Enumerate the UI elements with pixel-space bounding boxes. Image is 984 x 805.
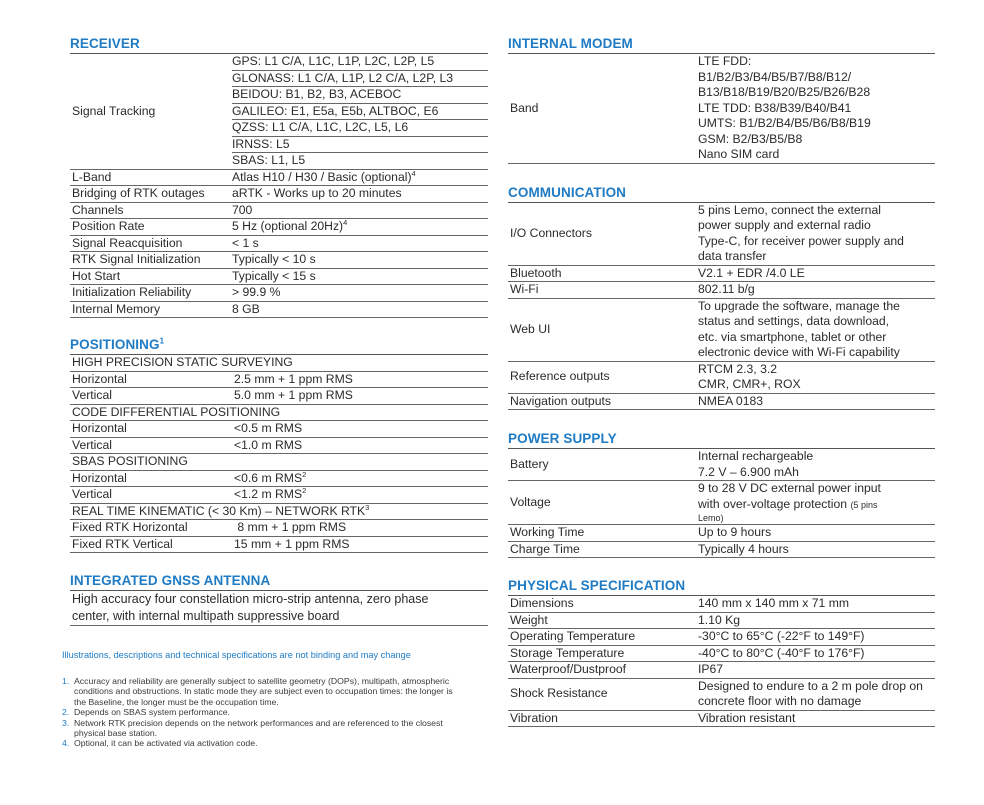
receiver-row [70,252,488,269]
positioning-group-heading [70,404,488,421]
voltage-line-1: 9 to 28 V DC external power input [698,481,881,495]
value-text: Typically < 15 s [232,268,316,283]
receiver-row-value [232,219,488,236]
positioning-title-sup: 1 [159,336,165,346]
communication-row-label: Bluetooth [508,265,698,282]
value-text: <0.6 m RMS [234,470,303,485]
value-text: aRTK - Works up to 20 minutes [232,186,402,200]
value-text: 15 mm + 1 ppm RMS [234,536,350,551]
communication-row [508,282,935,299]
receiver-row-value [232,268,488,285]
physical-value-line: concrete floor with no damage [698,694,862,708]
physical-row-label: Vibration [508,710,698,727]
positioning-row-value [234,487,488,504]
battery-line-1: Internal rechargeable [698,449,814,463]
positioning-row [70,371,488,388]
positioning-row-value [234,371,488,388]
value-text: Atlas H10 / H30 / Basic (optional) [232,169,412,184]
antenna-description: High accuracy four constellation micro-strip antenna, zero phase center, with internal multipath suppressive board [70,591,488,626]
communication-value-line: RTCM 2.3, 3.2 [698,361,778,376]
power-table [508,449,935,558]
footnote-text: Network RTK precision depends on the network performances and are referenced to the closest physical base station. [74,717,443,739]
signal-tracking-value: GALILEO: E1, E5a, E5b, ALTBOC, E6 [232,103,488,120]
band-line: UMTS: B1/B2/B4/B5/B6/B8/B19 [698,116,871,130]
receiver-row-label: Channels [70,202,232,219]
disclaimer: Illustrations, descriptions and technical specifications are not binding and may change [62,650,411,660]
physical-row [508,629,935,646]
positioning-row-label: Vertical [70,388,234,405]
signal-tracking-value: GLONASS: L1 C/A, L1P, L2 C/A, L2P, L3 [232,70,488,87]
communication-value-line: CMR, CMR+, ROX [698,377,801,391]
battery-label: Battery [508,449,698,481]
receiver-row [70,186,488,203]
receiver-row [70,301,488,318]
communication-value-line: status and settings, data download, [698,314,890,328]
positioning-row [70,421,488,438]
communication-row-value [698,393,935,410]
physical-row-label: Waterproof/Dustproof [508,662,698,679]
communication-row-value [698,203,935,266]
modem-title: INTERNAL MODEM [508,36,935,54]
voltage-line-2-text: with over-voltage protection [698,496,848,511]
receiver-row-label: Hot Start [70,268,232,285]
footnotes [62,676,462,749]
footnote-text: Optional, it can be activated via activation code. [74,738,258,749]
physical-row-value [698,662,935,679]
positioning-row [70,487,488,504]
communication-row-label: I/O Connectors [508,203,698,266]
positioning-heading-cell [70,404,488,421]
positioning-row-label: Vertical [70,437,234,454]
value-text: <1.0 m RMS [234,437,303,452]
footnote-ref: 4 [343,217,348,227]
receiver-row-label: L-Band [70,169,232,186]
footnote-number: 4. [62,738,70,749]
positioning-row [70,437,488,454]
signal-tracking-row [70,54,488,70]
positioning-heading-cell [70,503,488,520]
footnote-item [62,718,462,739]
physical-row [508,612,935,629]
communication-row-value [698,298,935,361]
signal-tracking-value: GPS: L1 C/A, L1C, L1P, L2C, L2P, L5 [232,54,488,70]
receiver-row [70,268,488,285]
value-text: 700 [232,202,253,217]
communication-row-value [698,265,935,282]
band-line: LTE TDD: B38/B39/B40/B41 [698,100,852,115]
communication-value-line: NMEA 0183 [698,393,764,408]
charge-time-label: Charge Time [508,541,698,558]
physical-row [508,710,935,727]
communication-table [508,203,935,411]
footnote-number: 1. [62,676,70,686]
physical-value-line: -40°C to 80°C (-40°F to 176°F) [698,645,865,660]
band-line: Nano SIM card [698,147,780,161]
physical-row-value [698,710,935,727]
communication-row [508,393,935,410]
physical-row-label: Dimensions [508,596,698,612]
signal-tracking-value: IRNSS: L5 [232,136,488,153]
communication-row [508,203,935,266]
power-charge-time-row [508,541,935,558]
value-text: REAL TIME KINEMATIC (< 30 Km) – NETWORK RTK [72,503,366,518]
physical-row-value [698,596,935,612]
power-voltage-row [508,481,935,525]
communication-row-label: Reference outputs [508,361,698,393]
receiver-row-value [232,285,488,302]
value-text: CODE DIFFERENTIAL POSITIONING [72,404,281,419]
power-battery-row [508,449,935,481]
value-text: HIGH PRECISION STATIC SURVEYING [72,355,293,369]
communication-value-line: data transfer [698,249,767,263]
physical-row-label: Weight [508,612,698,629]
communication-value-line: electronic device with Wi-Fi capability [698,345,900,359]
positioning-row-label: Fixed RTK Horizontal [70,520,234,537]
physical-row [508,678,935,710]
modem-band-label: Band [508,54,698,163]
positioning-row [70,520,488,537]
voltage-line-2 [698,497,935,514]
positioning-group-heading [70,503,488,520]
receiver-row-label: Position Rate [70,219,232,236]
physical-row-label: Operating Temperature [508,629,698,646]
modem-band-value [698,54,935,163]
receiver-table [70,54,488,318]
signal-tracking-value: QZSS: L1 C/A, L1C, L2C, L5, L6 [232,120,488,137]
positioning-title-text: POSITIONING [70,337,160,352]
physical-row-value [698,678,935,710]
band-line: GSM: B2/B3/B5/B8 [698,131,803,146]
physical-row-value [698,629,935,646]
band-line: LTE FDD: [698,54,752,68]
footnote-item [62,738,462,748]
physical-table [508,596,935,727]
communication-row-value [698,282,935,299]
communication-row [508,361,935,393]
positioning-heading-cell [70,355,488,371]
physical-row [508,645,935,662]
communication-row-label: Web UI [508,298,698,361]
value-text: 8 GB [232,301,260,316]
positioning-heading-cell [70,454,488,471]
band-line: B13/B18/B19/B20/B25/B26/B28 [698,85,871,99]
receiver-row-label: Internal Memory [70,301,232,318]
communication-row [508,265,935,282]
receiver-row-label: RTK Signal Initialization [70,252,232,269]
footnote-ref: 2 [302,485,307,495]
physical-row-value [698,645,935,662]
value-text: Typically < 10 s [232,252,316,266]
receiver-row-label: Initialization Reliability [70,285,232,302]
power-title: POWER SUPPLY [508,431,935,449]
value-text: 5 Hz (optional 20Hz) [232,219,344,233]
value-text: <1.2 m RMS [234,487,303,501]
voltage-note-2: Lemo) [698,513,724,523]
positioning-row-label: Horizontal [70,421,234,438]
signal-tracking-label: Signal Tracking [70,54,232,169]
physical-value-line: IP67 [698,662,724,676]
battery-line-2: 7.2 V – 6.900 mAh [698,464,799,479]
communication-row [508,298,935,361]
receiver-row-value [232,235,488,252]
right-column [508,36,935,727]
positioning-row [70,470,488,487]
positioning-row-value [234,437,488,454]
communication-value-line: etc. via smartphone, tablet or other [698,329,887,344]
voltage-value [698,481,935,525]
receiver-row [70,169,488,186]
footnote-text: Accuracy and reliability are generally subject to satellite geometry (DOPs), multipath, atmospheric conditions and obstructions. In static mode they are subject even to occupation times: the longer is the Baseline, the longer must be the occupation time. [74,676,453,707]
value-text: < 1 s [232,235,259,250]
physical-value-line: 140 mm x 140 mm x 71 mm [698,596,850,610]
receiver-row [70,285,488,302]
footnote-number: 3. [62,717,70,728]
physical-row [508,662,935,679]
modem-band-row [508,54,935,163]
antenna-title: INTEGRATED GNSS ANTENNA [70,573,488,591]
voltage-note: (5 pins [850,499,878,510]
receiver-row-label: Bridging of RTK outages [70,186,232,203]
value-text: > 99.9 % [232,285,281,299]
receiver-row-value [232,301,488,318]
communication-value-line: 5 pins Lemo, connect the external [698,202,881,217]
positioning-title [70,337,488,355]
battery-value [698,449,935,481]
footnote-ref: 2 [302,469,307,479]
positioning-table [70,355,488,553]
receiver-row-value [232,252,488,269]
communication-value-line: Type-C, for receiver power supply and [698,233,904,248]
positioning-group-heading [70,454,488,471]
physical-value-line: 1.10 Kg [698,612,741,627]
value-text: SBAS POSITIONING [72,454,188,468]
signal-tracking-value: BEIDOU: B1, B2, B3, ACEBOC [232,87,488,104]
positioning-group-heading [70,355,488,371]
communication-title: COMMUNICATION [508,185,935,203]
communication-value-line: To upgrade the software, manage the [698,298,900,313]
positioning-row-value [234,388,488,405]
physical-title: PHYSICAL SPECIFICATION [508,578,935,596]
footnote-item [62,707,462,717]
communication-row-label: Navigation outputs [508,393,698,410]
value-text: 5.0 mm + 1 ppm RMS [234,388,353,402]
receiver-row-value [232,186,488,203]
positioning-row [70,388,488,405]
positioning-row-label: Horizontal [70,371,234,388]
communication-value-line: V2.1 + EDR /4.0 LE [698,265,805,280]
receiver-row-value [232,202,488,219]
band-line: B1/B2/B3/B4/B5/B7/B8/B12/ [698,69,852,84]
physical-row-label: Storage Temperature [508,645,698,662]
positioning-row-value [234,520,488,537]
positioning-row-value [234,536,488,553]
signal-tracking-value: SBAS: L1, L5 [232,153,488,170]
physical-value-line: Vibration resistant [698,710,796,725]
receiver-row-value [232,169,488,186]
physical-row [508,596,935,612]
footnote-ref: 4 [411,168,416,178]
receiver-title: RECEIVER [70,36,488,54]
communication-value-line: power supply and external radio [698,218,871,232]
charge-time-value: Typically 4 hours [698,541,935,558]
modem-table [508,54,935,164]
physical-row-label: Shock Resistance [508,678,698,710]
value-text: 8 mm + 1 ppm RMS [234,520,347,534]
positioning-row-label: Vertical [70,487,234,504]
footnote-text: Depends on SBAS system performance. [74,707,230,718]
communication-value-line: 802.11 b/g [698,282,755,296]
positioning-row-label: Horizontal [70,470,234,487]
communication-row-label: Wi-Fi [508,282,698,299]
positioning-row-label: Fixed RTK Vertical [70,536,234,553]
physical-value-line: -30°C to 65°C (-22°F to 149°F) [698,629,865,643]
footnote-item [62,676,462,707]
working-time-label: Working Time [508,525,698,542]
physical-row-value [698,612,935,629]
physical-value-line: Designed to endure to a 2 m pole drop on [698,678,923,693]
voltage-label: Voltage [508,481,698,525]
power-working-time-row [508,525,935,542]
receiver-row [70,202,488,219]
antenna-table [70,591,488,626]
footnote-number: 2. [62,707,70,718]
communication-row-value [698,361,935,393]
left-column [62,36,488,749]
positioning-row-value [234,421,488,438]
value-text: <0.5 m RMS [234,421,303,435]
positioning-row [70,536,488,553]
value-text: 2.5 mm + 1 ppm RMS [234,371,353,386]
receiver-row [70,235,488,252]
positioning-row-value [234,470,488,487]
footnote-ref: 3 [365,502,370,512]
working-time-value: Up to 9 hours [698,525,935,542]
receiver-row [70,219,488,236]
receiver-row-label: Signal Reacquisition [70,235,232,252]
